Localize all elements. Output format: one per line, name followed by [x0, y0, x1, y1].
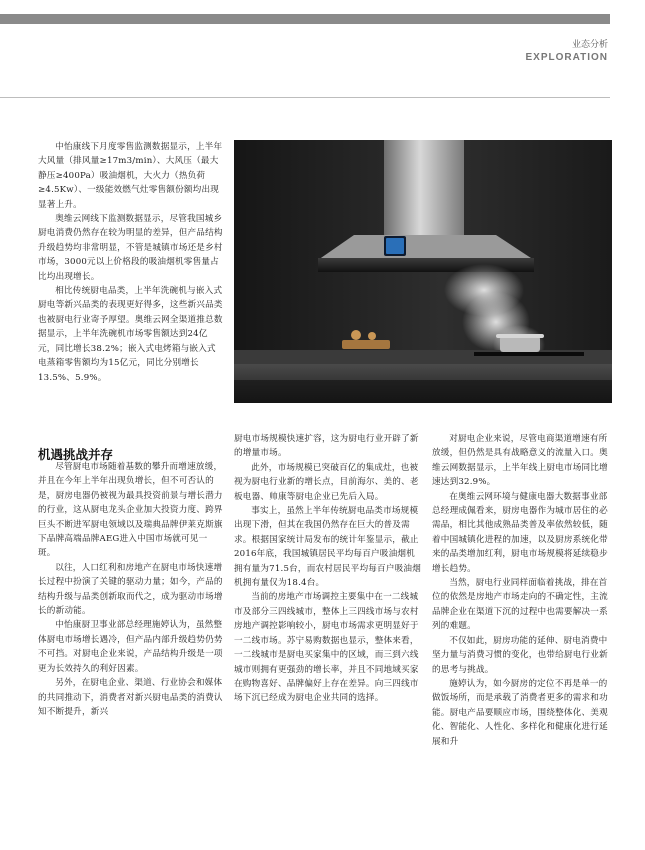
paragraph: 对厨电企业来说，尽管电商渠道增速有所放缓，但仍然是具有战略意义的流量入口。奥维云网数据显示，上半年线上厨电市场同比增速达到32.9%。: [432, 434, 608, 488]
article-column-1-bottom: [38, 460, 223, 719]
paragraph: 在奥维云网环境与健康电器大数据事业部总经理成佩看来，厨房电器作为城市居住的必需品，相比其他成熟品类普及率依然较低，随着中国城镇化进程的加速，以及厨房系统化带来的品类增加红利，厨电市场规模将延续稳步增长趋势。: [432, 491, 608, 574]
paragraph: 当然，厨电行业同样面临着挑战，排在首位的依然是房地产市场走向的不确定性，主流品牌企业在渠道下沉的过程中也需要解决一系列的难题。: [432, 578, 608, 632]
article-column-3: [432, 432, 612, 749]
paragraph: 厨电市场规模快速扩容，这为厨电行业开辟了新的增量市场。: [234, 434, 419, 459]
paragraph: 中怡康厨卫事业部总经理施婷认为，虽然整体厨电市场增长遇冷，但产品内部升级趋势仍势不可挡。对厨电企业来说，产品结构升级是一项更为长效持久的利好因素。: [38, 620, 223, 674]
paragraph: 不仅如此，厨房功能的延伸、厨电消费中坚力量与消费习惯的变化，也带给厨电行业新的思考与挑战。: [432, 635, 608, 675]
article-column-1-top: [38, 140, 223, 385]
paragraph: 相比传统厨电品类，上半年洗碗机与嵌入式厨电等新兴品类的表现更好得多，这些新兴品类也被厨电行业寄予厚望。奥维云网全渠道推总数据显示，上半年洗碗机市场零售额达到24亿元，同比增长38.2%；嵌入式电烤箱与嵌入式电蒸箱零售额均为15亿元，同比分别增长13.5%、5.9%。: [38, 286, 223, 383]
paragraph: 施婷认为，如今厨房的定位不再是单一的做饭场所，而是承载了消费者更多的需求和功能。厨电产品要顺应市场，围绕整体化、美观化、智能化、人性化、多样化和健康化进行延展和升: [432, 678, 608, 747]
section-label-en: EXPLORATION: [525, 52, 608, 63]
paragraph: 当前的房地产市场调控主要集中在一二线城市及部分三四线城市，整体上三四线市场与农村房地产调控影响较小，厨电市场需求更明显好于一二线市场。苏宁易购数据也显示，整体来看，一二线城市是厨电买家集中的区域，而三到六线城市则拥有更强劲的增长率，并且不同地域买家在购物喜好、品牌偏好上存在差异。向三四线市场下沉已经成为厨电企业共同的选择。: [234, 592, 419, 704]
paragraph: 尽管厨电市场随着基数的攀升而增速放缓，并且在今年上半年出现负增长，但不可否认的是，厨房电器仍被视为最具投资前景与增长潜力的行业，这从厨电龙头企业加大投资力度、跨界巨头不断进军厨电领域以及瑞典品牌伊莱克斯旗下品牌高端品牌AEG进入中国市场就可见一斑。: [38, 462, 223, 559]
paragraph: 以往，人口红利和房地产在厨电市场快速增长过程中扮演了关键的驱动力量；如今，产品的结构升级与品类创新取而代之，成为驱动市场增长的新动能。: [38, 562, 223, 617]
header-divider: [0, 97, 610, 98]
paragraph: 奥维云网线下监测数据显示，尽管我国城乡厨电消费仍然存在较为明显的差异，但产品结构升级趋势均非常明显，不管是城镇市场还是乡村市场，3000元以上价格段的吸油烟机零售量占比均出现增长。: [38, 214, 223, 282]
paragraph: 事实上，虽然上半年传统厨电品类市场规模出现下滑，但其在我国仍然存在巨大的普及需求。根据国家统计局发布的统计年鉴显示，截止2016年底，我国城镇居民平均每百户吸油烟机拥有量为71.5台，而农村居民平均每百户吸油烟机拥有量仅为18.4台。: [234, 506, 422, 589]
range-hood-photo: [234, 140, 612, 403]
paragraph: 此外，市场规模已突破百亿的集成灶，也被视为厨电行业新的增长点，目前海尔、美的、老板电器、帅康等厨电企业已先后入局。: [234, 462, 419, 502]
paragraph: 中怡康线下月度零售监测数据显示，上半年大风量（排风量≥17m3/min）、大风压（最大静压≥400Pa）吸油烟机，大火力（热负荷≥4.5Kw）、一级能效燃气灶零售额份额均出现显著上升。: [38, 142, 223, 210]
section-label-cn: 业态分析: [571, 40, 608, 50]
paragraph: 另外，在厨电企业、渠道、行业协会和媒体的共同推动下，消费者对新兴厨电品类的消费认知不断提升，新兴: [38, 678, 223, 717]
section-heading: 机遇挑战并存: [38, 447, 114, 462]
header-bar: [0, 14, 610, 24]
article-column-2: [234, 432, 422, 706]
